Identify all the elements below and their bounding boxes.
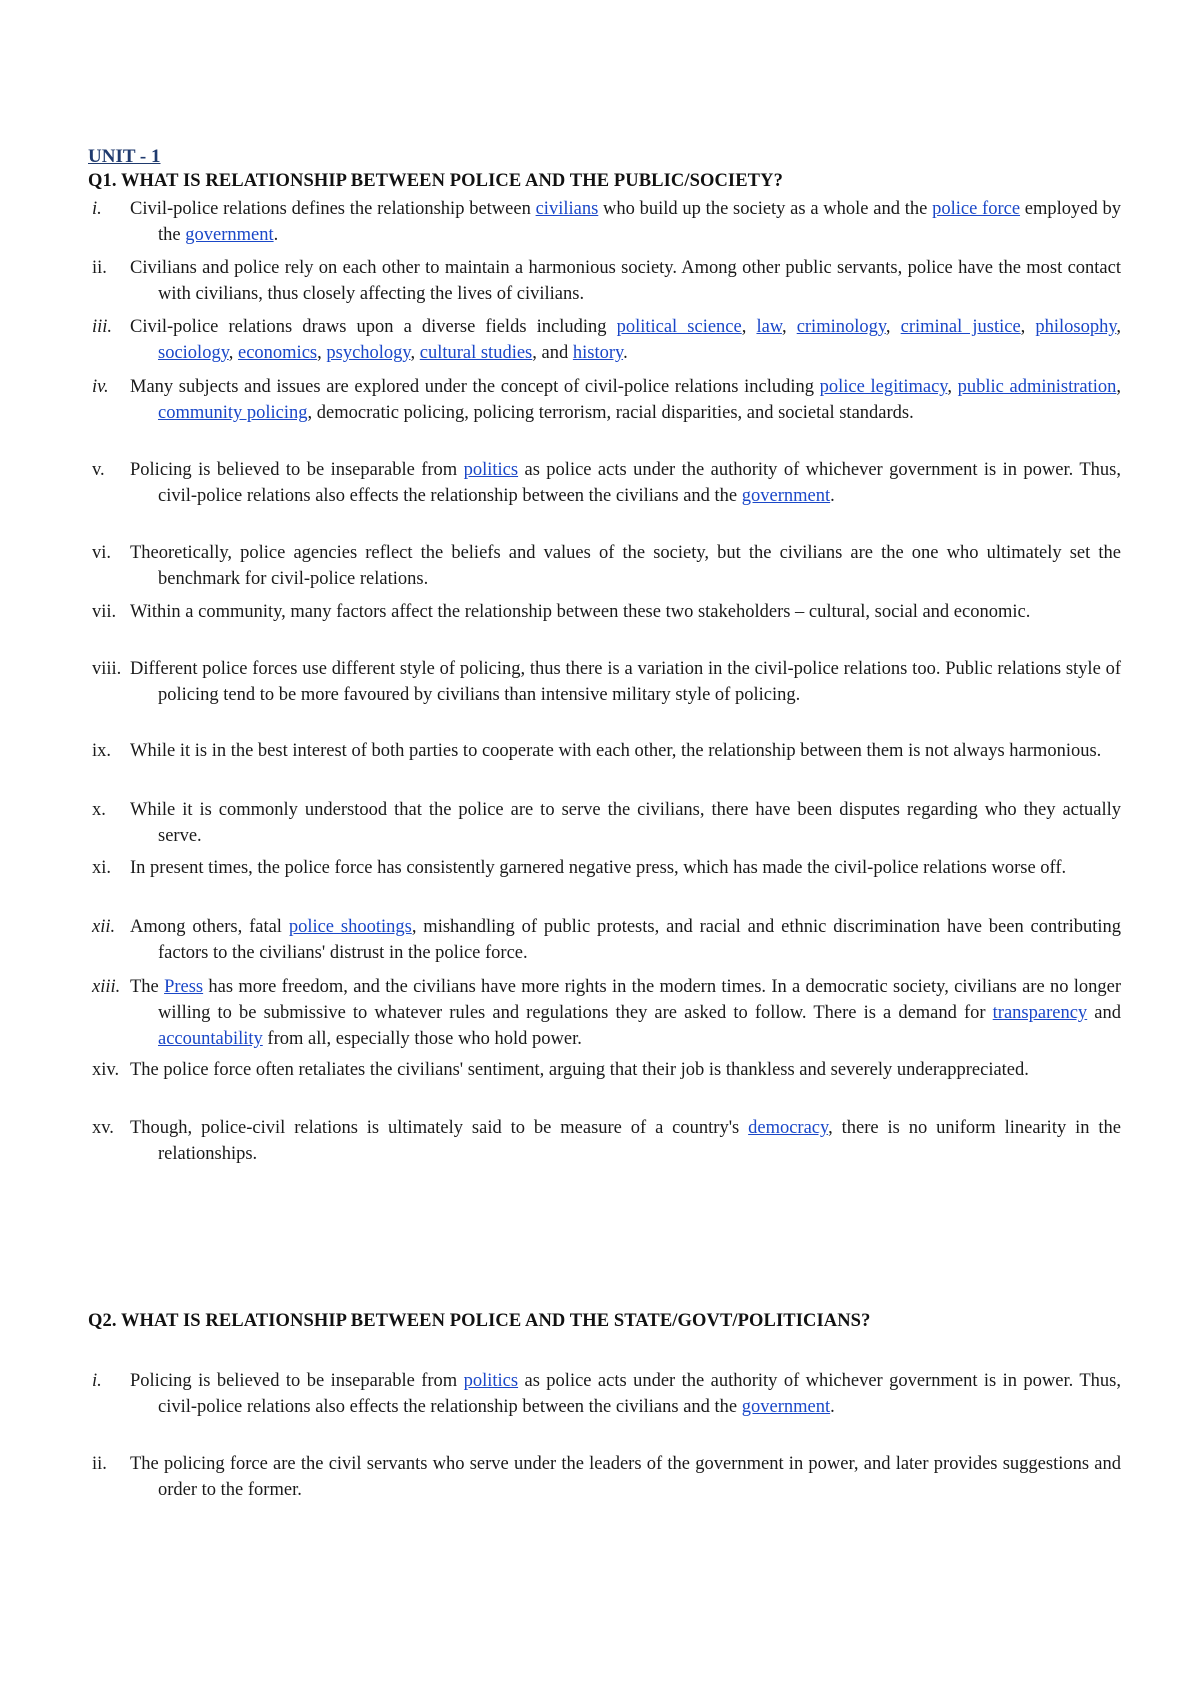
text-run: Policing is believed to be inseparable from: [130, 1371, 464, 1391]
text-run: , there is no uniform linearity in the relationships.: [158, 1118, 1121, 1164]
text-run: Civilians and police rely on each other to maintain a harmonious society. Among other public servants, police have the most contact with civilians, thus closely affecting the lives of civilians.: [130, 258, 1121, 304]
link-democracy[interactable]: democracy: [748, 1118, 829, 1138]
text-run: ,: [947, 377, 958, 397]
list-item: vii. Within a community, many factors affect the relationship between these two stakeholders – cultural, social and economic.: [92, 602, 1031, 622]
link-law[interactable]: law: [756, 317, 782, 337]
link-government[interactable]: government: [741, 1397, 831, 1417]
list-item: xiv. The police force often retaliates the civilians' sentiment, arguing that their job is thankless and severely underappreciated.: [92, 1060, 1029, 1080]
link-transparency[interactable]: transparency: [992, 1003, 1088, 1023]
text-run: Civil-police relations draws upon a diverse fields including: [130, 317, 617, 337]
list-item: iii. Civil-police relations draws upon a diverse fields including political science, law, criminology, criminal justice, philosophy, sociology, economics, psychology, cultural studies, and history.: [92, 317, 1122, 363]
link-politics[interactable]: politics: [463, 1371, 519, 1391]
text-run: employed by the: [158, 199, 1122, 245]
text-run: ,: [410, 343, 420, 363]
text-run: The: [130, 977, 165, 997]
list-item: ii. Civilians and police rely on each other to maintain a harmonious society. Among other public servants, police have the most contact with civilians, thus closely affecting the lives of civilians.: [92, 258, 1121, 304]
q2-title: Q2. WHAT IS RELATIONSHIP BETWEEN POLICE AND THE STATE/GOVT/POLITICIANS?: [88, 1311, 871, 1331]
text-run: ,: [1116, 377, 1121, 397]
link-criminal-justice[interactable]: criminal justice: [900, 317, 1021, 337]
link-police-shootings[interactable]: police shootings: [288, 917, 412, 937]
list-item: ix. While it is in the best interest of both parties to cooperate with each other, the relationship between them is not always harmonious.: [92, 741, 1102, 761]
text-run: from all, especially those who hold power.: [262, 1029, 582, 1049]
link-political-science[interactable]: political science: [616, 317, 742, 337]
text-run: Many subjects and issues are explored under the concept of civil-police relations including: [130, 377, 820, 397]
link-economics[interactable]: economics: [238, 343, 318, 363]
text-run: .: [273, 225, 279, 245]
link-philosophy[interactable]: philosophy: [1035, 317, 1117, 337]
text-run: ,: [885, 317, 901, 337]
text-run: ,: [317, 343, 327, 363]
text-run: Theoretically, police agencies reflect the beliefs and values of the society, but the civilians are the one who ultimately set the benchmark for civil-police relations.: [130, 543, 1121, 589]
text-run: , and: [532, 343, 573, 363]
list-item: xiii. The Press has more freedom, and the civilians have more rights in the modern times. In a democratic society, civilians are no longer willing to be submissive to whatever rules and regulations they are asked to follow. There is a demand for transparency and accountability from all, especially those who hold power.: [92, 977, 1122, 1049]
link-criminology[interactable]: criminology: [796, 317, 886, 337]
text-run: ,: [1116, 317, 1122, 337]
list-item: x. While it is commonly understood that the police are to serve the civilians, there have been disputes regarding who they actually serve.: [92, 800, 1121, 846]
link-accountability[interactable]: accountability: [158, 1029, 263, 1049]
link-police-legitimacy[interactable]: police legitimacy: [819, 377, 948, 397]
link-police-force[interactable]: police force: [932, 199, 1021, 219]
text-run: who build up the society as a whole and the: [598, 199, 933, 219]
list-item: i. Policing is believed to be inseparable from politics as police acts under the authority of whichever government is in power. Thus, civil-police relations also effects the relationship between the civilians and the government.: [92, 1371, 1121, 1417]
text-run: .: [623, 343, 628, 363]
list-item: xv. Though, police-civil relations is ultimately said to be measure of a country's democracy, there is no uniform linearity in the relationships.: [92, 1118, 1121, 1164]
link-government[interactable]: government: [741, 486, 831, 506]
link-press[interactable]: Press: [164, 977, 204, 997]
text-run: as police acts under the authority of whichever government is in power. Thus, civil-police relations also effects the relationship between the civilians and the: [158, 460, 1121, 506]
text-run: ,: [781, 317, 797, 337]
text-run: has more freedom, and the civilians have more rights in the modern times. In a democratic society, civilians are no longer willing to be submissive to whatever rules and regulations they are asked to follow. There is a demand for: [158, 977, 1122, 1023]
text-run: as police acts under the authority of whichever government is in power. Thus, civil-police relations also effects the relationship between the civilians and the: [158, 1371, 1121, 1417]
link-psychology[interactable]: psychology: [326, 343, 411, 363]
list-item: ii. The policing force are the civil servants who serve under the leaders of the government in power, and later provides suggestions and order to the former.: [92, 1454, 1121, 1500]
text-run: .: [830, 1397, 835, 1417]
unit-heading: UNIT - 1: [88, 146, 161, 167]
link-public-administration[interactable]: public administration: [957, 377, 1117, 397]
link-sociology[interactable]: sociology: [158, 343, 229, 363]
link-politics[interactable]: politics: [463, 460, 519, 480]
list-item: i. Civil-police relations defines the relationship between civilians who build up the society as a whole and the police force employed by the government.: [92, 199, 1122, 245]
text-run: , democratic policing, policing terrorism, racial disparities, and societal standards.: [307, 403, 914, 423]
list-item: vi. Theoretically, police agencies reflect the beliefs and values of the society, but the civilians are the one who ultimately set the benchmark for civil-police relations.: [92, 543, 1121, 589]
list-item: v. Policing is believed to be inseparable from politics as police acts under the authority of whichever government is in power. Thus, civil-police relations also effects the relationship between the civilians and the government.: [92, 460, 1121, 506]
text-run: ,: [228, 343, 238, 363]
text-run: In present times, the police force has consistently garnered negative press, which has made the civil-police relations worse off.: [130, 858, 1067, 878]
text-run: and: [1087, 1003, 1122, 1023]
text-run: , mishandling of public protests, and racial and ethnic discrimination have been contributing factors to the civilians' distrust in the police force.: [158, 917, 1121, 963]
text-run: .: [830, 486, 835, 506]
text-run: While it is in the best interest of both parties to cooperate with each other, the relationship between them is not always harmonious.: [130, 741, 1102, 761]
link-civilians[interactable]: civilians: [535, 199, 599, 219]
link-government[interactable]: government: [185, 225, 274, 245]
text-run: While it is commonly understood that the police are to serve the civilians, there have been disputes regarding who they actually serve.: [130, 800, 1121, 846]
link-cultural-studies[interactable]: cultural studies: [419, 343, 533, 363]
list-item: xi. In present times, the police force has consistently garnered negative press, which has made the civil-police relations worse off.: [92, 858, 1067, 878]
text-run: Though, police-civil relations is ultimately said to be measure of a country's: [130, 1118, 749, 1138]
text-run: Civil-police relations defines the relationship between: [130, 199, 536, 219]
list-item: viii. Different police forces use different style of policing, thus there is a variation in the civil-police relations too. Public relations style of policing tend to be more favoured by civilians than intensive military style of policing.: [92, 659, 1121, 705]
list-item: xii. Among others, fatal police shootings, mishandling of public protests, and racial and ethnic discrimination have been contributing factors to the civilians' distrust in the police force.: [92, 917, 1121, 963]
text-run: Among others, fatal: [130, 917, 289, 937]
text-run: Different police forces use different style of policing, thus there is a variation in the civil-police relations too. Public relations style of policing tend to be more favoured by civilians than intensive military style of policing.: [130, 659, 1121, 705]
q1-title: Q1. WHAT IS RELATIONSHIP BETWEEN POLICE AND THE PUBLIC/SOCIETY?: [88, 171, 783, 191]
text-run: Within a community, many factors affect the relationship between these two stakeholders – cultural, social and economic.: [130, 602, 1031, 622]
list-item: iv. Many subjects and issues are explored under the concept of civil-police relations including police legitimacy, public administration, community policing, democratic policing, policing terrorism, racial disparities, and societal standards.: [92, 377, 1121, 423]
link-community-policing[interactable]: community policing: [158, 403, 308, 423]
text-run: Policing is believed to be inseparable from: [130, 460, 464, 480]
link-history[interactable]: history: [572, 343, 624, 363]
text-run: The police force often retaliates the civilians' sentiment, arguing that their job is thankless and severely underappreciated.: [130, 1060, 1029, 1080]
text-run: The policing force are the civil servants who serve under the leaders of the government in power, and later provides suggestions and order to the former.: [130, 1454, 1121, 1500]
text-run: ,: [1020, 317, 1036, 337]
text-run: ,: [741, 317, 757, 337]
